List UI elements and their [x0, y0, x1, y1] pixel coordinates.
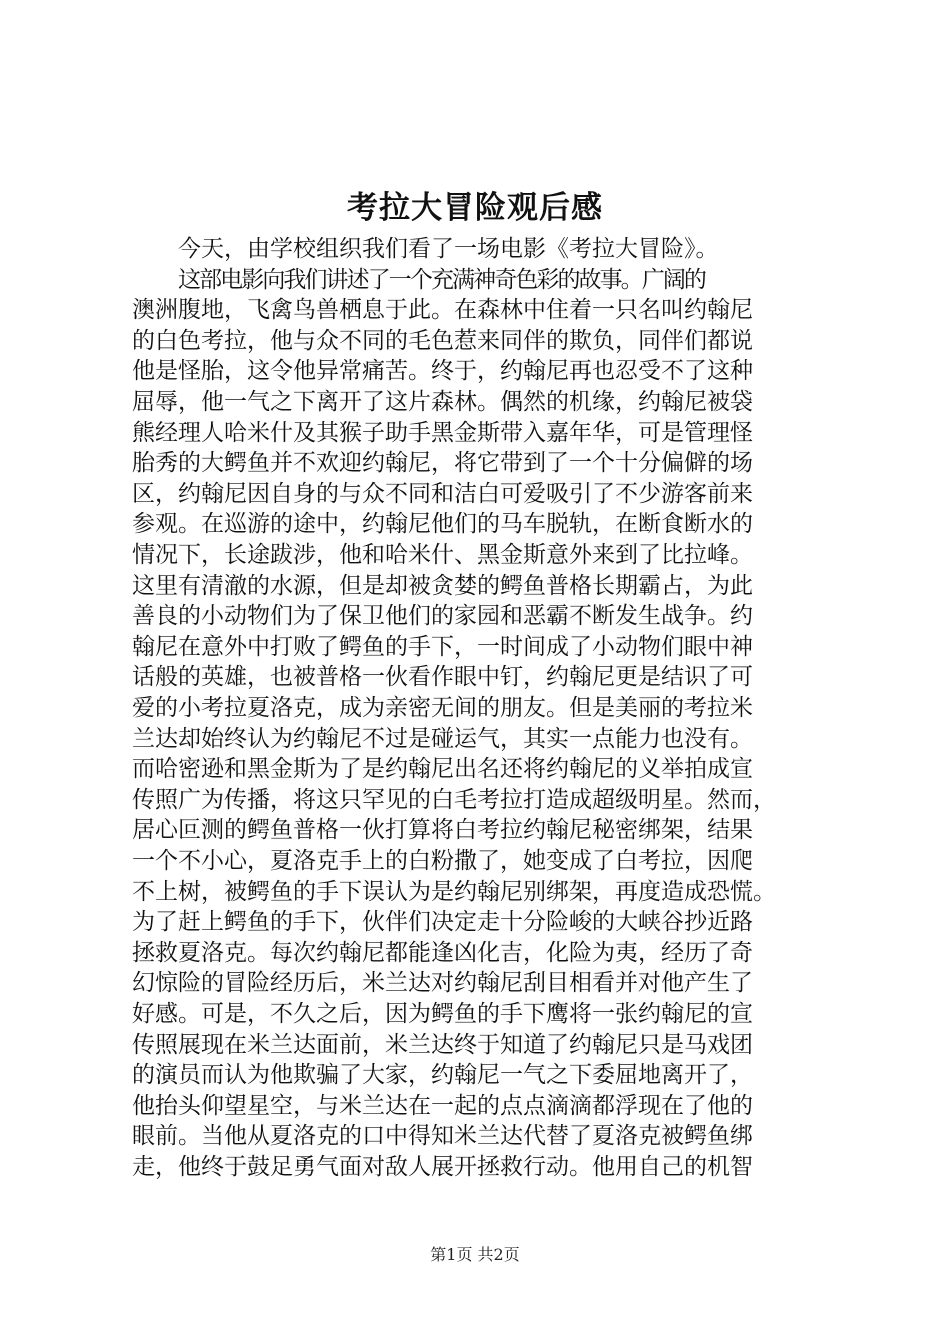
text-line: 这里有清澈的水源，但是却被贪婪的鳄鱼普格长期霸占，为此: [132, 572, 753, 599]
text-line: 幻惊险的冒险经历后，米兰达对约翰尼刮目相看并对他产生了: [132, 970, 753, 997]
text-line: 居心叵测的鳄鱼普格一伙打算将白考拉约翰尼秘密绑架，结果: [132, 817, 753, 844]
text-line: 爱的小考拉夏洛克，成为亲密无间的朋友。但是美丽的考拉米: [132, 695, 753, 721]
text-line: 善良的小动物们为了保卫他们的家园和恶霸不断发生战争。约: [132, 603, 753, 630]
text-line: 而哈密逊和黑金斯为了是约翰尼出名还将约翰尼的义举拍成宣: [132, 756, 753, 783]
text-line: 情况下，长途跋涉，他和哈米什、黑金斯意外来到了比拉峰。: [132, 542, 753, 568]
text-line: 参观。在巡游的途中，约翰尼他们的马车脱轨，在断食断水的: [132, 511, 753, 538]
paragraph-2-line-1: 这部电影向我们讲述了一个充满神奇色彩的故事。广阔的: [178, 266, 706, 293]
text-line: 的白色考拉，他与众不同的毛色惹来同伴的欺负，同伴们都说: [132, 327, 753, 354]
text-line: 澳洲腹地，飞禽鸟兽栖息于此。在森林中住着一只名叫约翰尼: [132, 297, 753, 324]
text-line: 为了赶上鳄鱼的手下，伙伴们决定走十分险峻的大峡谷抄近路: [132, 909, 753, 936]
text-line: 走，他终于鼓足勇气面对敌人展开拯救行动。他用自己的机智: [132, 1154, 753, 1180]
text-line: 好感。可是，不久之后，因为鳄鱼的手下鹰将一张约翰尼的宣: [132, 1001, 753, 1027]
document-title: 考拉大冒险观后感: [347, 190, 603, 226]
text-line: 兰达却始终认为约翰尼不过是碰运气，其实一点能力也没有。: [132, 725, 753, 752]
text-line: 传照展现在米兰达面前，米兰达终于知道了约翰尼只是马戏团: [132, 1031, 753, 1058]
text-line: 话般的英雄，也被普格一伙看作眼中钉，约翰尼更是结识了可: [132, 664, 753, 691]
page-footer: 第1页 共2页: [430, 1245, 520, 1264]
text-line: 不上树，被鳄鱼的手下误认为是约翰尼别绑架，再度造成恐慌。: [132, 878, 776, 905]
text-line: 翰尼在意外中打败了鳄鱼的手下，一时间成了小动物们眼中神: [132, 633, 753, 660]
text-line: 眼前。当他从夏洛克的口中得知米兰达代替了夏洛克被鳄鱼绑: [132, 1123, 753, 1150]
text-line: 胎秀的大鳄鱼并不欢迎约翰尼，将它带到了一个十分偏僻的场: [132, 450, 753, 477]
text-line: 他是怪胎，这令他异常痛苦。终于，约翰尼再也忍受不了这种: [132, 358, 753, 385]
text-line: 拯救夏洛克。每次约翰尼都能逢凶化吉，化险为夷，经历了奇: [132, 939, 753, 966]
text-line: 区，约翰尼因自身的与众不同和洁白可爱吸引了不少游客前来: [132, 480, 753, 507]
text-line: 他抬头仰望星空，与米兰达在一起的点点滴滴都浮现在了他的: [132, 1092, 753, 1119]
text-line: 的演员而认为他欺骗了大家，约翰尼一气之下委屈地离开了，: [132, 1062, 753, 1089]
text-line: 一个不小心，夏洛克手上的白粉撒了，她变成了白考拉，因爬: [132, 848, 753, 874]
paragraph-1-line-1: 今天，由学校组织我们看了一场电影《考拉大冒险》。: [178, 236, 719, 262]
text-line: 传照广为传播，将这只罕见的白毛考拉打造成超级明星。然而，: [132, 786, 776, 813]
text-line: 熊经理人哈米什及其猴子助手黑金斯带入嘉年华，可是管理怪: [132, 419, 753, 446]
text-line: 屈辱，他一气之下离开了这片森林。偶然的机缘，约翰尼被袋: [132, 389, 753, 415]
